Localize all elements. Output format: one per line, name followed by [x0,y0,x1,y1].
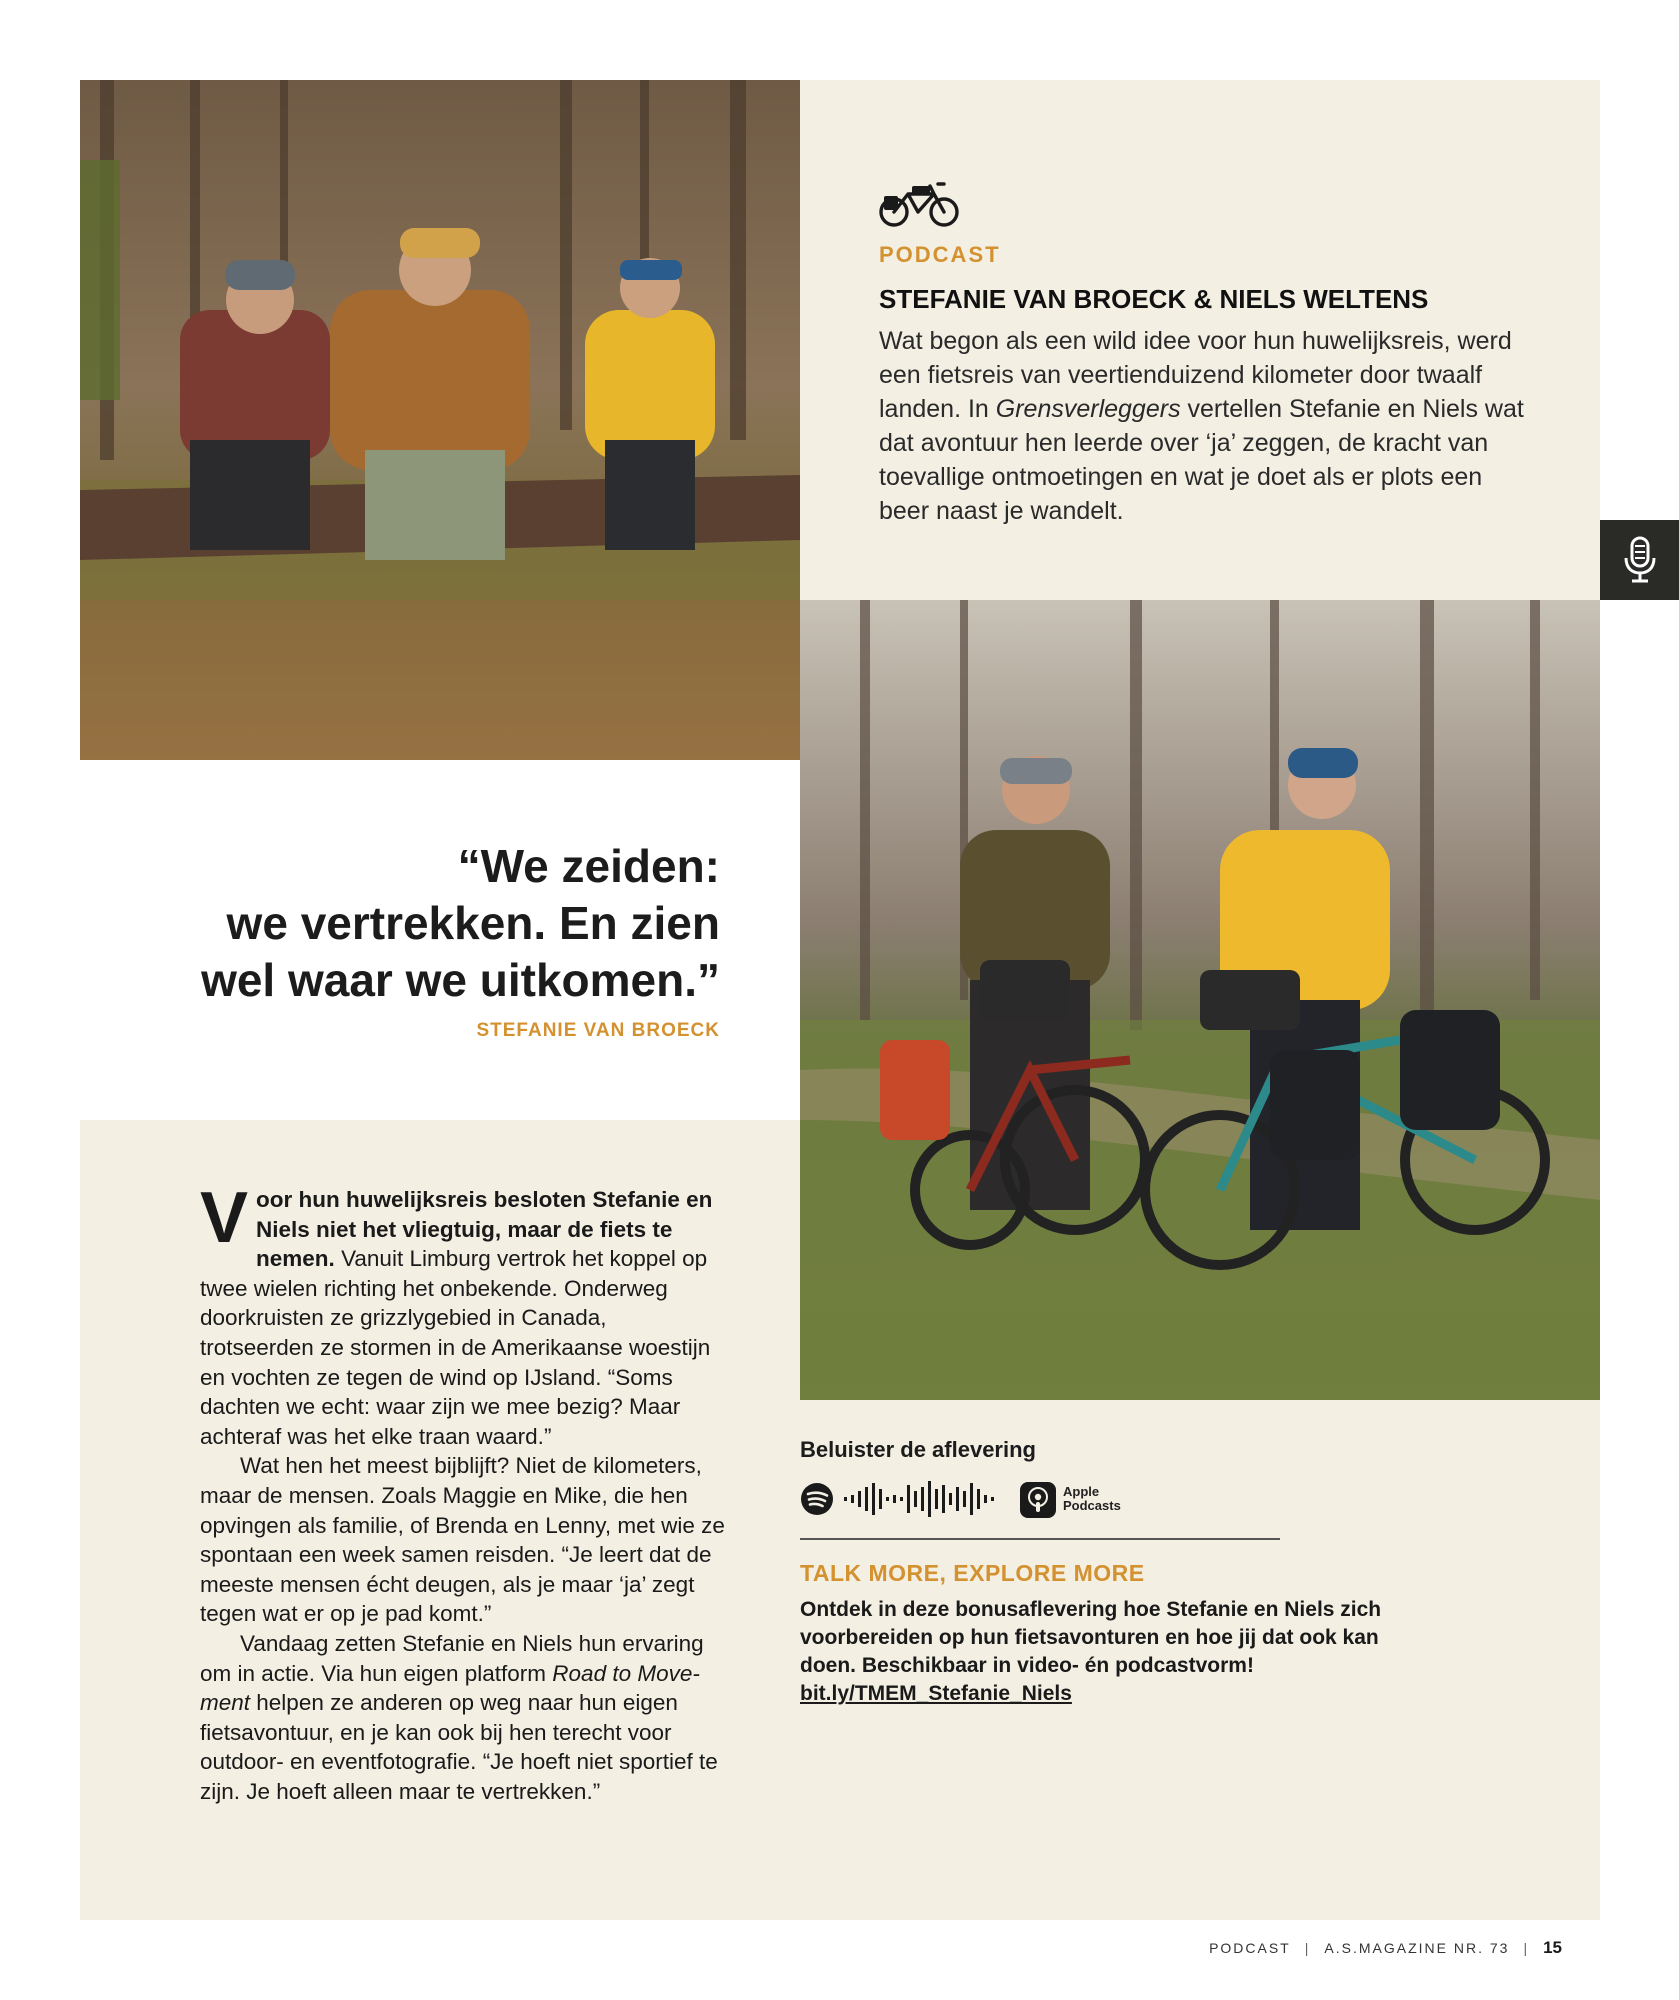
apple-podcasts-label: Apple Podcasts [1063,1484,1121,1513]
photo-forest-log [80,80,800,760]
platform-name: Road to Movement [200,1660,700,1716]
pull-quote: “We zeiden: we vertrekken. En zien wel waar we uitkomen.” [201,840,720,1006]
podcast-title: Grensverleggers [995,395,1181,423]
page-number: 15 [1543,1938,1562,1957]
article-lead: oor hun huwelijksreis besloten Stefanie en Niels niet het vliegtuig, maar de fiets te nemen. [256,1187,713,1272]
footer-magazine: A.S.MAGAZINE NR. 73 [1324,1940,1510,1956]
footer-separator: | [1304,1940,1311,1956]
spotify-code-waveform [844,1480,1000,1518]
article-paragraph: Voor hun huwelijksreis besloten Stefanie en Niels niet het vliegtuig, maar de fiets te nemen. Vanuit Limburg vertrok het koppel op twee wielen richting het onbekende. Onderweg doorkruisten ze grizzlygebied in Canada, trotseerden ze stormen in de Amerikaanse woestijn en vochten ze tegen de wind op IJsland. “Soms dachten we echt: waar zijn we mee bezig? Maar achteraf was het elke traan waard.” [200,1178,713,1449]
drop-cap: V [200,1178,249,1258]
microphone-icon [1622,536,1658,584]
page-footer [1209,1938,1562,1958]
article-paragraph: Wat hen het meest bijblijft? Niet de kilometers, maar de mensen. Zoals Maggie en Mike, die hen opvingen als familie, of Brenda en Lenny, met wie ze spontaan een week samen reisden. “Je leert dat de meeste mensen écht deugen, als je maar ‘ja’ zegt tegen wat er op je pad komt.” [200,1453,725,1627]
bonus-link[interactable]: bit.ly/TMEM_Stefanie_Niels [800,1682,1072,1705]
bonus-text: Ontdek in deze bonusaflevering hoe Stefanie en Niels zich voorbereiden op hun fietsavonturen en hoe jij dat ook kan doen. Beschikbaar in video- én podcastvorm! bit.ly/TMEM_Stefanie_Niels [800,1596,1420,1708]
spotify-icon[interactable] [800,1482,834,1516]
article-paragraph: Vandaag zetten Stefanie en Niels hun ervaring om in actie. Via hun eigen platform Road to Movement helpen ze anderen op weg naar hun eigen fietsavontuur, en je kan ook bij hen terecht voor outdoor- en eventfotografie. “Je hoeft niet sportief te zijn. Je hoeft alleen maar te vertrekken.” [200,1630,718,1804]
apple-podcasts-icon[interactable] [1020,1482,1056,1518]
intro-text: Wat begon als een wild idee voor hun huwelijksreis, werd een fietsreis van veertienduizend kilometer door twaalf landen. In Grensverleggers vertellen Stefanie en Niels wat dat avontuur hen leerde over ‘ja’ zeggen, de kracht van toevallige ontmoetingen en wat je doet als er plots een beer naast je wandelt. [879,327,1524,525]
guest-names: STEFANIE VAN BROECK & NIELS WELTENS [879,284,1429,314]
bonus-heading: TALK MORE, EXPLORE MORE [800,1560,1145,1586]
listen-label: Beluister de aflevering [800,1437,1036,1462]
divider [800,1538,1280,1540]
bicycle-icon [878,180,960,230]
footer-section: PODCAST [1209,1940,1291,1956]
photo-bikes [800,600,1600,1400]
section-tab [1600,520,1679,600]
footer-separator: | [1523,1940,1530,1956]
article-body [200,1178,725,1806]
quote-author: STEFANIE VAN BROECK [476,1020,720,1041]
section-label: PODCAST [879,242,1001,267]
